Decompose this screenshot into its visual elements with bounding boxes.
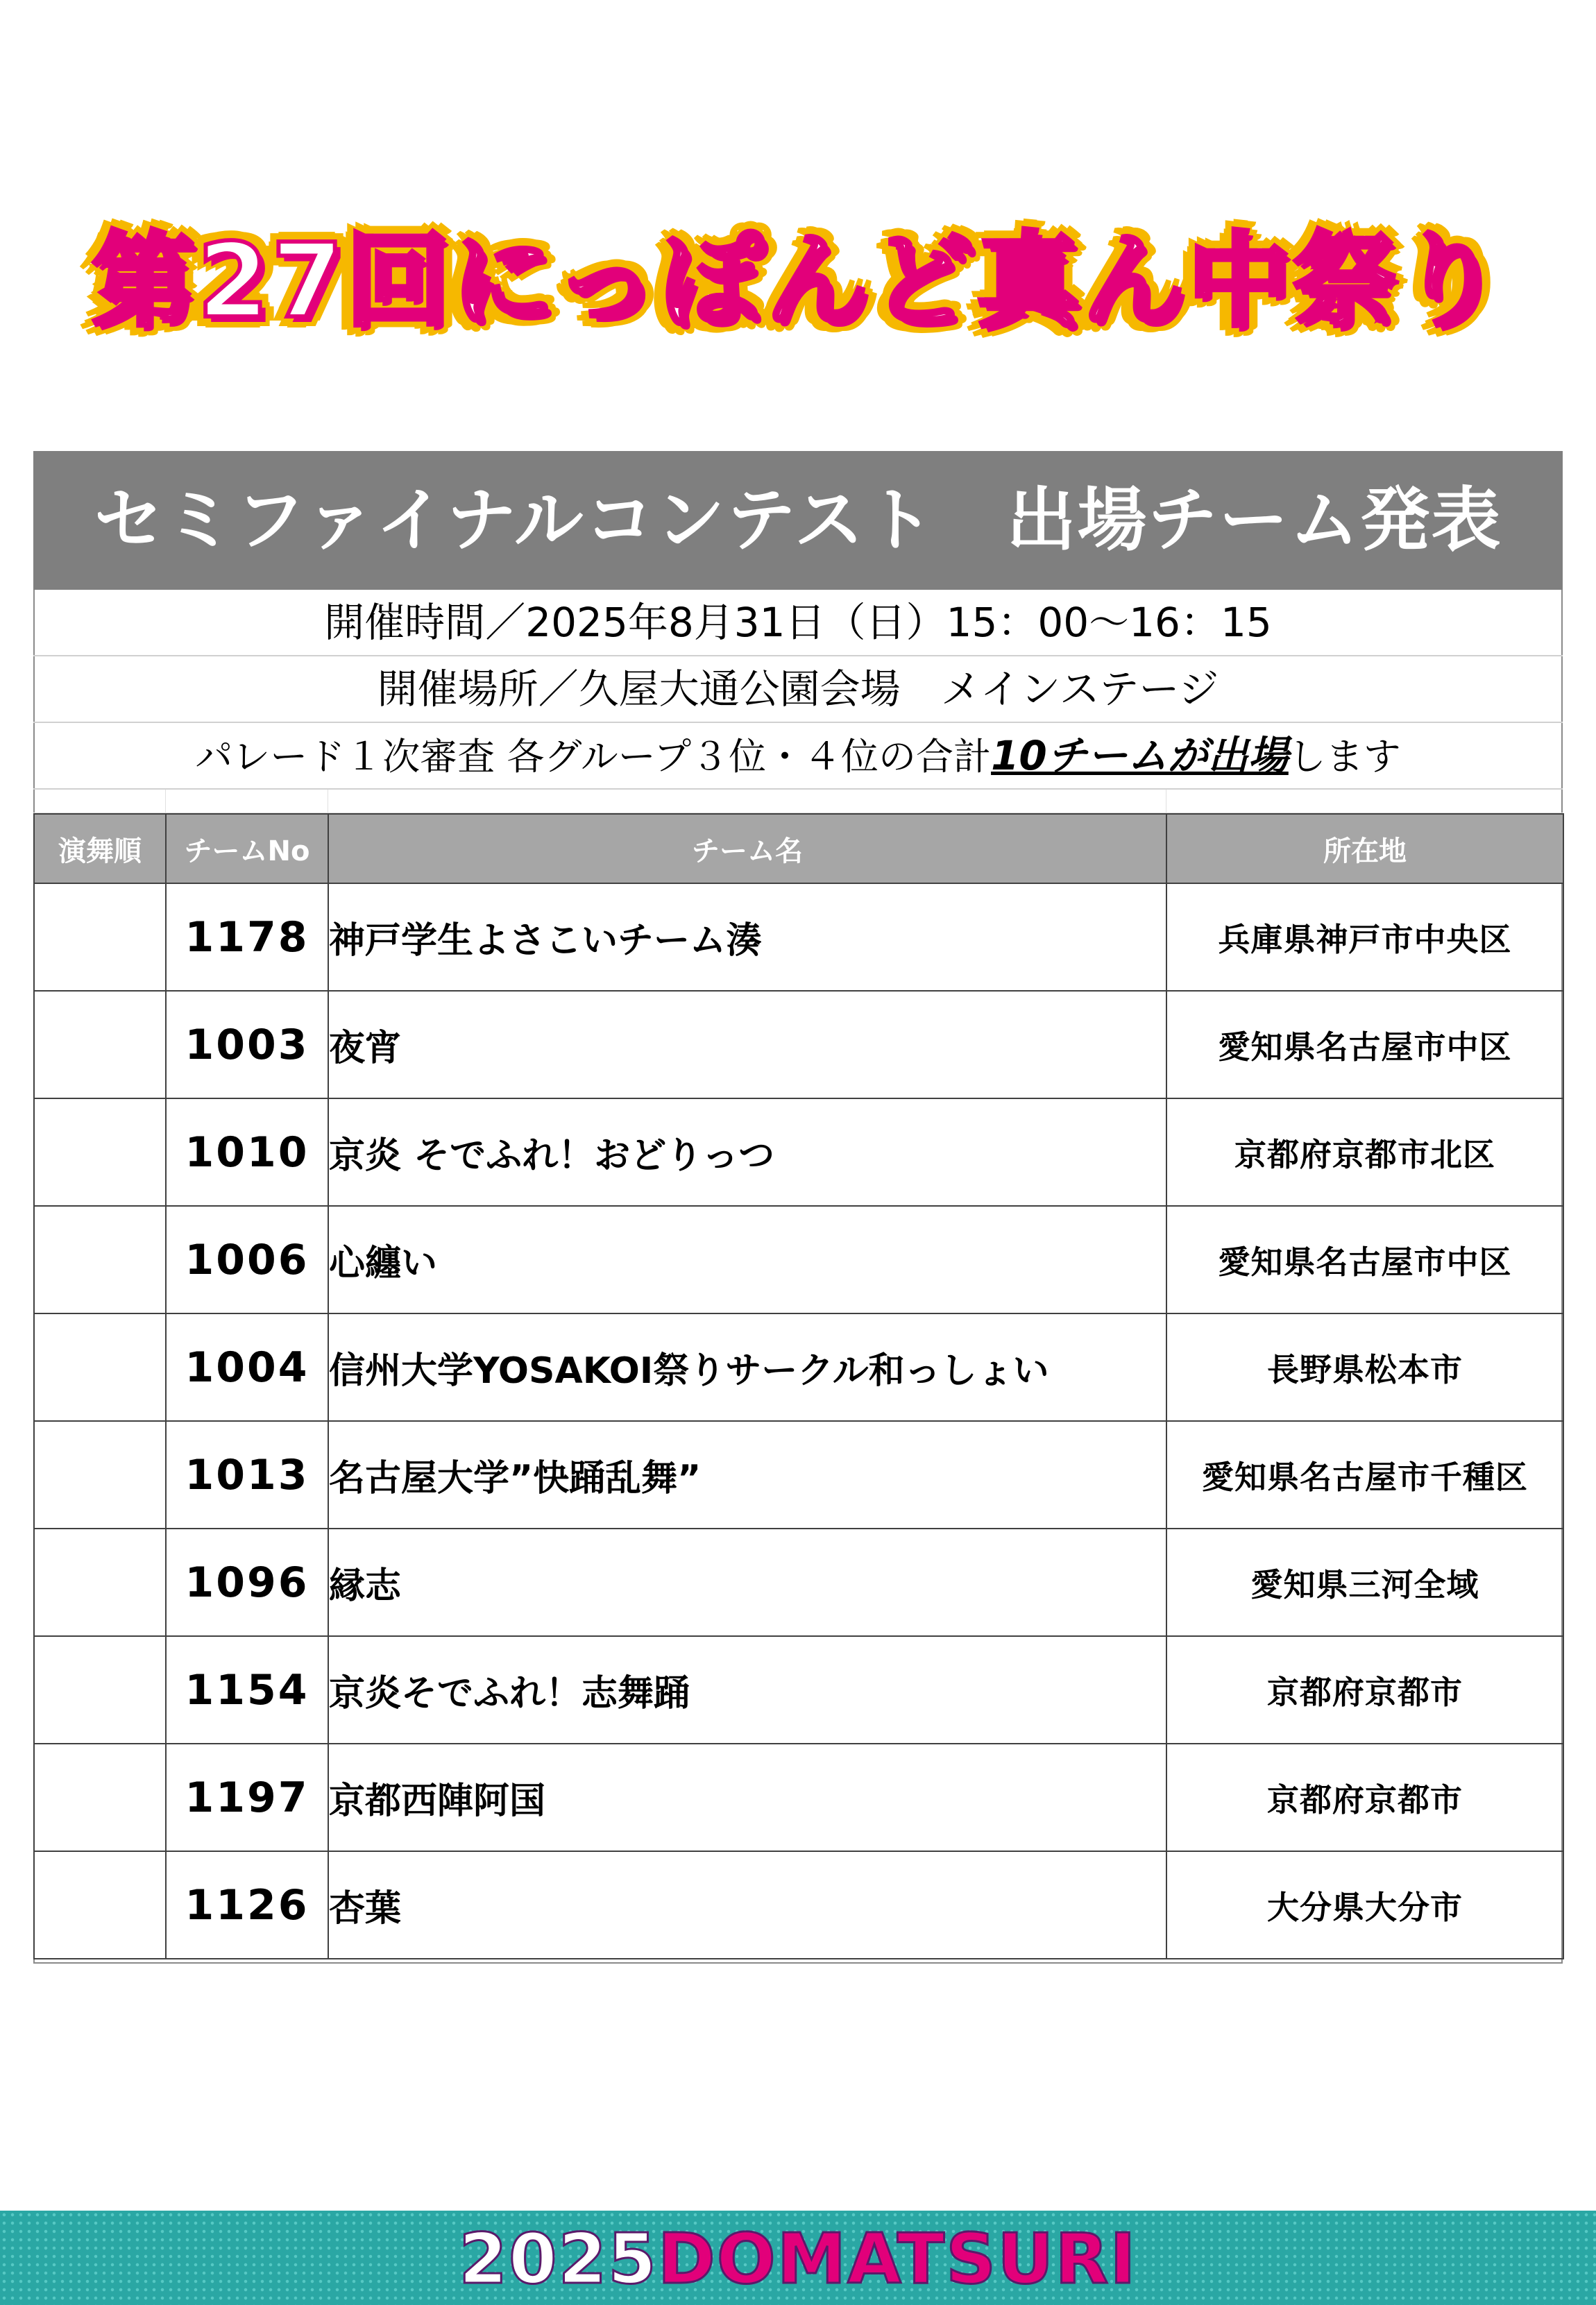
- table-row: [34, 1529, 1563, 1636]
- cell-location: 愛知県名古屋市中区: [1166, 991, 1563, 1098]
- table-row: [34, 1313, 1563, 1421]
- cell-order: [34, 883, 166, 991]
- cell-order: [34, 1421, 166, 1529]
- footer-logo-name: DOMATSURI: [657, 2218, 1137, 2299]
- cell-order: [34, 991, 166, 1098]
- footer-logo: [0, 2218, 1596, 2301]
- cell-team-no: 1006: [166, 1206, 328, 1313]
- cell-team-name: 夜宵: [328, 991, 1166, 1098]
- table-row: [34, 1851, 1563, 1959]
- cell-team-no: 1126: [166, 1851, 328, 1959]
- cell-team-name: 京都西陣阿国: [328, 1744, 1166, 1851]
- event-note-suffix: します: [1288, 735, 1401, 779]
- festival-title: 第27回にっぽんど真ん中祭り: [92, 221, 1504, 341]
- cell-team-no: 1197: [166, 1744, 328, 1851]
- cell-team-no: 1154: [166, 1636, 328, 1744]
- cell-order: [34, 1529, 166, 1636]
- event-note: [33, 723, 1563, 790]
- table-header-row: [34, 814, 1563, 883]
- cell-team-no: 1013: [166, 1421, 328, 1529]
- table-row: [34, 1636, 1563, 1744]
- table-row: [34, 1206, 1563, 1313]
- cell-team-name: 杏葉: [328, 1851, 1166, 1959]
- cell-order: [34, 1636, 166, 1744]
- cell-team-no: 1178: [166, 883, 328, 991]
- header-location: 所在地: [1166, 814, 1563, 883]
- header-team-name: チーム名: [328, 814, 1166, 883]
- spacer-divider: [165, 790, 166, 813]
- cell-order: [34, 1851, 166, 1959]
- cell-team-name: 縁志: [328, 1529, 1166, 1636]
- event-note-emphasis: 10チームが出場: [991, 732, 1289, 779]
- footer-logo-year: 2025: [459, 2218, 658, 2299]
- cell-order: [34, 1744, 166, 1851]
- cell-team-name: 信州大学YOSAKOI祭りサークル和っしょい: [328, 1313, 1166, 1421]
- event-venue: 開催場所／久屋大通公園会場 メインステージ: [33, 656, 1563, 723]
- cell-location: 愛知県名古屋市千種区: [1166, 1421, 1563, 1529]
- cell-team-no: 1004: [166, 1313, 328, 1421]
- cell-location: 京都府京都市北区: [1166, 1098, 1563, 1206]
- cell-team-name: 京炎そでふれ！志舞踊: [328, 1636, 1166, 1744]
- cell-location: 愛知県名古屋市中区: [1166, 1206, 1563, 1313]
- table-row: [34, 1098, 1563, 1206]
- header-team-no: チームNo: [166, 814, 328, 883]
- cell-order: [34, 1206, 166, 1313]
- cell-location: 愛知県三河全域: [1166, 1529, 1563, 1636]
- table-row: [34, 1421, 1563, 1529]
- cell-team-name: 名古屋大学”快踊乱舞”: [328, 1421, 1166, 1529]
- cell-team-no: 1096: [166, 1529, 328, 1636]
- cell-team-no: 1010: [166, 1098, 328, 1206]
- spacer-row: [33, 790, 1563, 813]
- cell-order: [34, 1098, 166, 1206]
- cell-location: 兵庫県神戸市中央区: [1166, 883, 1563, 991]
- cell-location: 京都府京都市: [1166, 1744, 1563, 1851]
- table-row: [34, 883, 1563, 991]
- cell-team-name: 京炎 そでふれ！おどりっつ: [328, 1098, 1166, 1206]
- event-note-prefix: パレード１次審査 各グループ３位・４位の合計: [195, 735, 992, 779]
- announcement-banner: セミファイナルコンテスト 出場チーム発表: [33, 451, 1563, 590]
- teams-table: [33, 813, 1564, 1959]
- cell-location: 京都府京都市: [1166, 1636, 1563, 1744]
- cell-order: [34, 1313, 166, 1421]
- header-order: 演舞順: [34, 814, 166, 883]
- table-row: [34, 991, 1563, 1098]
- cell-team-no: 1003: [166, 991, 328, 1098]
- cell-location: 大分県大分市: [1166, 1851, 1563, 1959]
- event-datetime: 開催時間／2025年8月31日（日）15：00～16：15: [33, 590, 1563, 656]
- cell-team-name: 神戸学生よさこいチーム湊: [328, 883, 1166, 991]
- table-row: [34, 1744, 1563, 1851]
- cell-team-name: 心纏い: [328, 1206, 1166, 1313]
- cell-location: 長野県松本市: [1166, 1313, 1563, 1421]
